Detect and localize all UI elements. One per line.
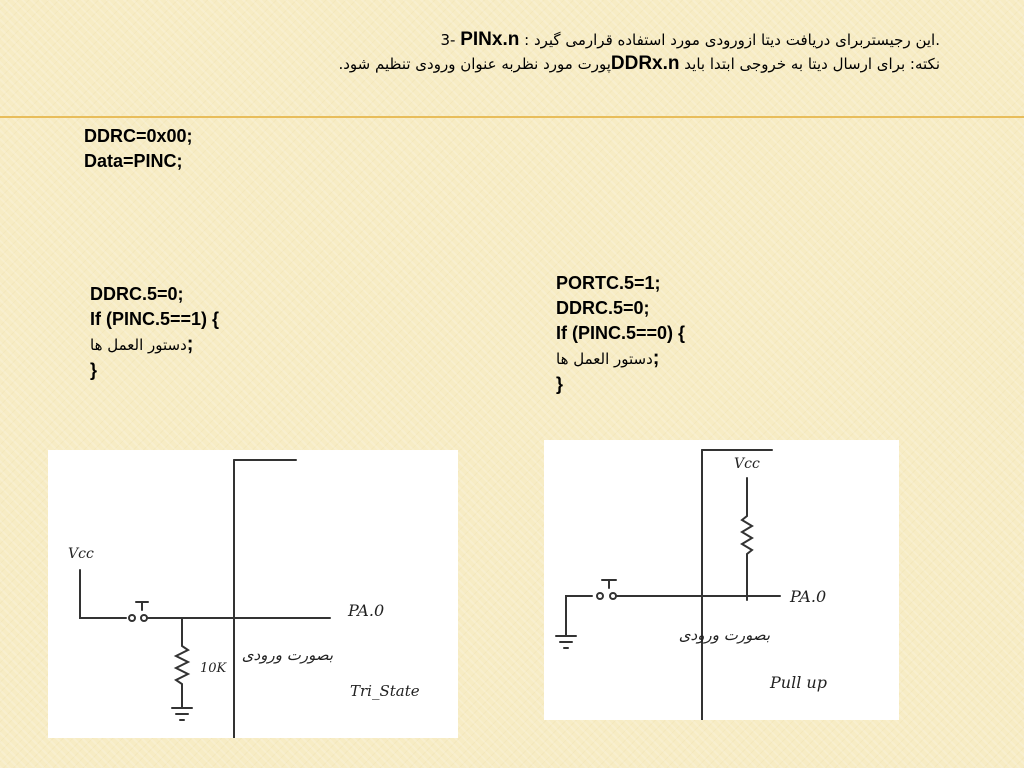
pull-down-circuit-diagram: [48, 450, 458, 738]
pull-down-circuit-svg: [48, 450, 458, 738]
code-semicolon: ;: [652, 347, 660, 369]
header-line1-prefix: 3-: [440, 31, 456, 49]
code-line: PORTC.5=1;: [556, 273, 661, 293]
code-line: DDRC=0x00;: [84, 126, 193, 146]
mode-label: بصورت ورودی: [241, 646, 333, 664]
code-semicolon: ;: [186, 333, 194, 355]
instruction-text: دستور العمل ها: [90, 336, 187, 354]
switch-contact-a: [597, 593, 603, 599]
code-line: If (PINC.5==1) {: [90, 309, 220, 329]
pull-up-label: Pull up: [770, 673, 827, 692]
mode-label: بصورت ورودی: [678, 626, 770, 644]
pull-up-circuit-diagram: [544, 440, 899, 720]
slide-header: [80, 28, 940, 76]
header-line2-text-after: پورت مورد نظربه عنوان ورودی تنظیم شود.: [338, 55, 611, 73]
header-line-1: [80, 28, 940, 52]
header-line-2: [80, 52, 940, 76]
resistor-label: 10K: [200, 661, 227, 676]
pin-label: PA.0: [348, 601, 385, 620]
code-line: }: [556, 374, 564, 394]
code-block-1: [84, 124, 193, 174]
code-line: DDRC.5=0;: [556, 298, 650, 318]
vcc-label: Vcc: [734, 456, 760, 472]
pull-up-circuit-svg: [544, 440, 899, 720]
instruction-text: دستور العمل ها: [556, 350, 653, 368]
tri-state-label: Tri_State: [350, 682, 420, 700]
pin-label: PA.0: [790, 587, 827, 606]
header-line1-text: : این رجیستربرای دریافت دیتا ازورودی مورد استفاده قرارمی گیرد.: [524, 31, 940, 49]
code-line: If (PINC.5==0) {: [556, 323, 686, 343]
ground-icon: [556, 636, 576, 648]
code-block-3: [556, 271, 685, 397]
header-divider: [0, 116, 1024, 118]
code-line-persian: [90, 332, 219, 358]
header-line2-keyword: DDRx.n: [610, 53, 680, 74]
ground-icon: [172, 708, 192, 720]
header-line2-text-before: نکته: برای ارسال دیتا به خروجی ابتدا باید: [684, 55, 940, 73]
switch-contact-a: [129, 615, 135, 621]
ground-wire: [566, 596, 592, 636]
pulldown-resistor: [176, 618, 188, 708]
code-line: Data=PINC;: [84, 151, 183, 171]
code-line: DDRC.5=0;: [90, 284, 184, 304]
pullup-resistor: [742, 478, 752, 600]
code-block-2: [90, 282, 219, 383]
code-line: }: [90, 360, 98, 380]
header-line1-keyword: PINx.n: [460, 29, 520, 50]
vcc-label: Vcc: [68, 546, 94, 562]
code-line-persian: [556, 346, 685, 372]
vcc-wire: [80, 570, 126, 618]
